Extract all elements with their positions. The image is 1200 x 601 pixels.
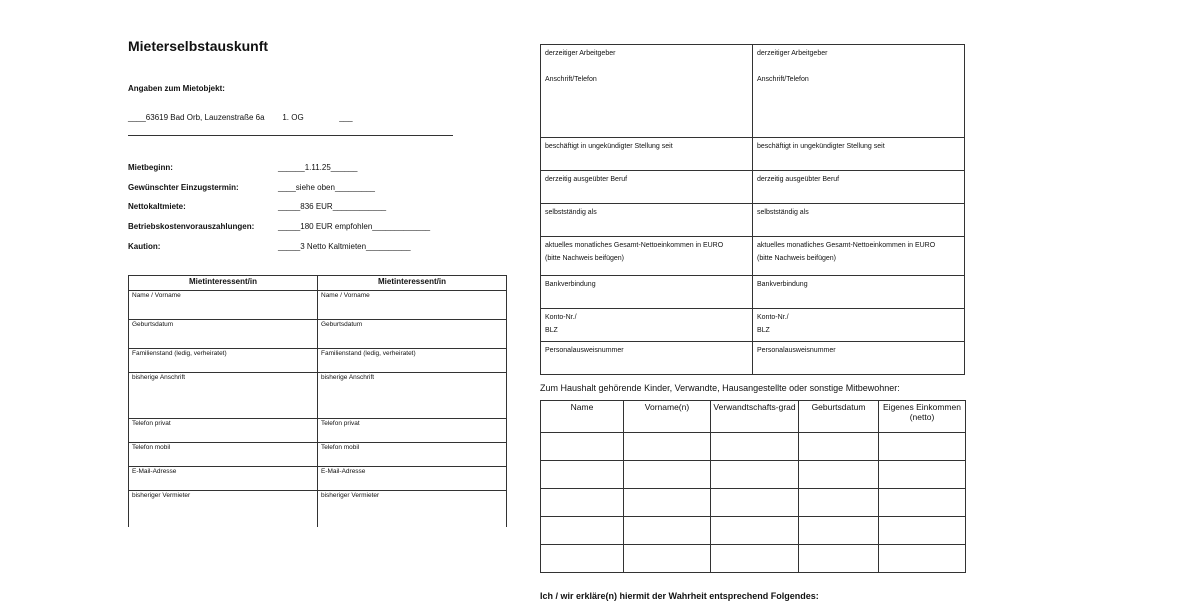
table-row bbox=[129, 443, 507, 467]
household-header-birthdate: Geburtsdatum bbox=[799, 401, 879, 433]
id-number-cell-1[interactable]: Personalausweisnummer bbox=[541, 342, 753, 375]
net-income-label: aktuelles monatliches Gesamt-Nettoeinkommen in EURO bbox=[757, 242, 936, 249]
self-employed-cell-1[interactable]: selbstständig als bbox=[541, 204, 753, 237]
household-cell[interactable] bbox=[799, 489, 879, 517]
tenant-column-header: Mietinteressent/in bbox=[129, 276, 318, 291]
field-value-kaution: _____3 Netto Kaltmieten__________ bbox=[278, 242, 411, 251]
household-cell[interactable] bbox=[541, 545, 624, 573]
employer-address-label: Anschrift/Telefon bbox=[757, 76, 809, 83]
tenant-table-header-row bbox=[129, 276, 507, 291]
household-header-name: Name bbox=[541, 401, 624, 433]
table-row bbox=[129, 491, 507, 531]
field-value-mietbeginn: ______1.11.25______ bbox=[278, 163, 358, 172]
blz-label: BLZ bbox=[545, 327, 558, 334]
employed-since-cell-1[interactable]: beschäftigt in ungekündigter Stellung seit bbox=[541, 138, 753, 171]
net-income-cell-1[interactable] bbox=[541, 237, 753, 276]
employer-label: derzeitiger Arbeitgeber bbox=[545, 50, 616, 57]
account-cell-1[interactable] bbox=[541, 309, 753, 342]
table-row bbox=[541, 433, 966, 461]
bank-cell-1[interactable]: Bankverbindung bbox=[541, 276, 753, 309]
address-underline bbox=[128, 135, 453, 136]
net-income-label: aktuelles monatliches Gesamt-Nettoeinkommen in EURO bbox=[545, 242, 724, 249]
table-row bbox=[541, 517, 966, 545]
employment-table bbox=[540, 44, 965, 375]
field-value-einzugstermin: ____siehe oben_________ bbox=[278, 183, 375, 192]
document-page-right bbox=[530, 0, 1200, 600]
tenant-field-birthdate-1[interactable]: Geburtsdatum bbox=[129, 320, 318, 349]
account-label: Konto-Nr./ bbox=[757, 314, 789, 321]
household-header-relation: Verwandtschafts-grad bbox=[711, 401, 799, 433]
table-row bbox=[129, 419, 507, 443]
household-cell[interactable] bbox=[879, 545, 966, 573]
household-caption: Zum Haushalt gehörende Kinder, Verwandte, Hausangestellte oder sonstige Mitbewohner: bbox=[540, 383, 900, 393]
household-cell[interactable] bbox=[711, 461, 799, 489]
net-income-note: (bitte Nachweis beifügen) bbox=[545, 255, 624, 262]
tenant-field-name-1[interactable]: Name / Vorname bbox=[129, 291, 318, 320]
household-cell[interactable] bbox=[624, 489, 711, 517]
blz-label: BLZ bbox=[757, 327, 770, 334]
table-row bbox=[129, 467, 507, 491]
tenant-column-header: Mietinteressent/in bbox=[318, 276, 507, 291]
field-label-mietbeginn: Mietbeginn: bbox=[128, 163, 173, 172]
tenant-field-address-1[interactable]: bisherige Anschrift bbox=[129, 373, 318, 419]
household-header-income: Eigenes Einkommen (netto) bbox=[879, 401, 966, 433]
field-value-betriebskosten: _____180 EUR empfohlen_____________ bbox=[278, 222, 431, 231]
household-cell[interactable] bbox=[541, 461, 624, 489]
document-page-left bbox=[0, 0, 530, 600]
table-row bbox=[541, 545, 966, 573]
household-cell[interactable] bbox=[799, 545, 879, 573]
tenant-table bbox=[128, 275, 507, 531]
id-number-cell-2[interactable]: Personalausweisnummer bbox=[753, 342, 965, 375]
profession-cell-2[interactable]: derzeitig ausgeübter Beruf bbox=[753, 171, 965, 204]
household-cell[interactable] bbox=[879, 461, 966, 489]
household-cell[interactable] bbox=[541, 517, 624, 545]
household-cell[interactable] bbox=[624, 461, 711, 489]
tenant-field-phone-private-1[interactable]: Telefon privat bbox=[129, 419, 318, 443]
field-label-einzugstermin: Gewünschter Einzugstermin: bbox=[128, 183, 239, 192]
household-cell[interactable] bbox=[624, 433, 711, 461]
household-cell[interactable] bbox=[799, 433, 879, 461]
account-cell-2[interactable] bbox=[753, 309, 965, 342]
field-label-nettokaltmiete: Nettokaltmiete: bbox=[128, 202, 186, 211]
tenant-field-landlord-2[interactable]: bisheriger Vermieter bbox=[318, 491, 507, 531]
tenant-field-landlord-1[interactable]: bisheriger Vermieter bbox=[129, 491, 318, 531]
table-row bbox=[129, 373, 507, 419]
table-row bbox=[541, 204, 965, 237]
table-row bbox=[541, 309, 965, 342]
field-label-betriebskosten: Betriebskostenvorauszahlungen: bbox=[128, 222, 255, 231]
table-row bbox=[541, 171, 965, 204]
tenant-field-marital-2[interactable]: Familienstand (ledig, verheiratet) bbox=[318, 349, 507, 373]
tenant-field-birthdate-2[interactable]: Geburtsdatum bbox=[318, 320, 507, 349]
bank-cell-2[interactable]: Bankverbindung bbox=[753, 276, 965, 309]
table-row bbox=[541, 461, 966, 489]
table-row bbox=[129, 291, 507, 320]
household-cell[interactable] bbox=[879, 489, 966, 517]
household-header-row bbox=[541, 401, 966, 433]
tenant-field-name-2[interactable]: Name / Vorname bbox=[318, 291, 507, 320]
declaration-heading: Ich / wir erkläre(n) hiermit der Wahrheit entsprechend Folgendes: bbox=[540, 591, 819, 601]
household-cell[interactable] bbox=[799, 461, 879, 489]
household-cell[interactable] bbox=[624, 517, 711, 545]
field-label-kaution: Kaution: bbox=[128, 242, 161, 251]
household-cell[interactable] bbox=[711, 489, 799, 517]
tenant-field-address-2[interactable]: bisherige Anschrift bbox=[318, 373, 507, 419]
property-subheading: Angaben zum Mietobjekt: bbox=[128, 84, 225, 93]
employed-since-cell-2[interactable]: beschäftigt in ungekündigter Stellung seit bbox=[753, 138, 965, 171]
property-address: ____63619 Bad Orb, Lauzenstraße 6a 1. OG ___ bbox=[128, 113, 353, 122]
household-cell[interactable] bbox=[711, 433, 799, 461]
employer-label: derzeitiger Arbeitgeber bbox=[757, 50, 828, 57]
tenant-field-phone-mobile-1[interactable]: Telefon mobil bbox=[129, 443, 318, 467]
household-cell[interactable] bbox=[711, 545, 799, 573]
household-cell[interactable] bbox=[879, 517, 966, 545]
tenant-field-phone-mobile-2[interactable]: Telefon mobil bbox=[318, 443, 507, 467]
household-header-firstname: Vorname(n) bbox=[624, 401, 711, 433]
table-row bbox=[541, 489, 966, 517]
table-row bbox=[541, 342, 965, 375]
profession-cell-1[interactable]: derzeitig ausgeübter Beruf bbox=[541, 171, 753, 204]
table-row bbox=[541, 237, 965, 276]
net-income-cell-2[interactable] bbox=[753, 237, 965, 276]
table-row bbox=[541, 45, 965, 138]
self-employed-cell-2[interactable]: selbstständig als bbox=[753, 204, 965, 237]
tenant-field-email-1[interactable]: E-Mail-Adresse bbox=[129, 467, 318, 491]
tenant-field-phone-private-2[interactable]: Telefon privat bbox=[318, 419, 507, 443]
employer-address-label: Anschrift/Telefon bbox=[545, 76, 597, 83]
household-cell[interactable] bbox=[711, 517, 799, 545]
tenant-field-marital-1[interactable]: Familienstand (ledig, verheiratet) bbox=[129, 349, 318, 373]
employer-cell-1[interactable] bbox=[541, 45, 753, 138]
household-cell[interactable] bbox=[799, 517, 879, 545]
field-value-nettokaltmiete: _____836 EUR____________ bbox=[278, 202, 387, 211]
table-row bbox=[541, 138, 965, 171]
household-cell[interactable] bbox=[879, 433, 966, 461]
household-cell[interactable] bbox=[624, 545, 711, 573]
page-crop-mask bbox=[0, 527, 530, 600]
table-row bbox=[129, 349, 507, 373]
table-row bbox=[541, 276, 965, 309]
household-cell[interactable] bbox=[541, 433, 624, 461]
account-label: Konto-Nr./ bbox=[545, 314, 577, 321]
employer-cell-2[interactable] bbox=[753, 45, 965, 138]
household-cell[interactable] bbox=[541, 489, 624, 517]
net-income-note: (bitte Nachweis beifügen) bbox=[757, 255, 836, 262]
tenant-field-email-2[interactable]: E-Mail-Adresse bbox=[318, 467, 507, 491]
household-table bbox=[540, 400, 966, 573]
document-title: Mieterselbstauskunft bbox=[128, 38, 269, 54]
table-row bbox=[129, 320, 507, 349]
